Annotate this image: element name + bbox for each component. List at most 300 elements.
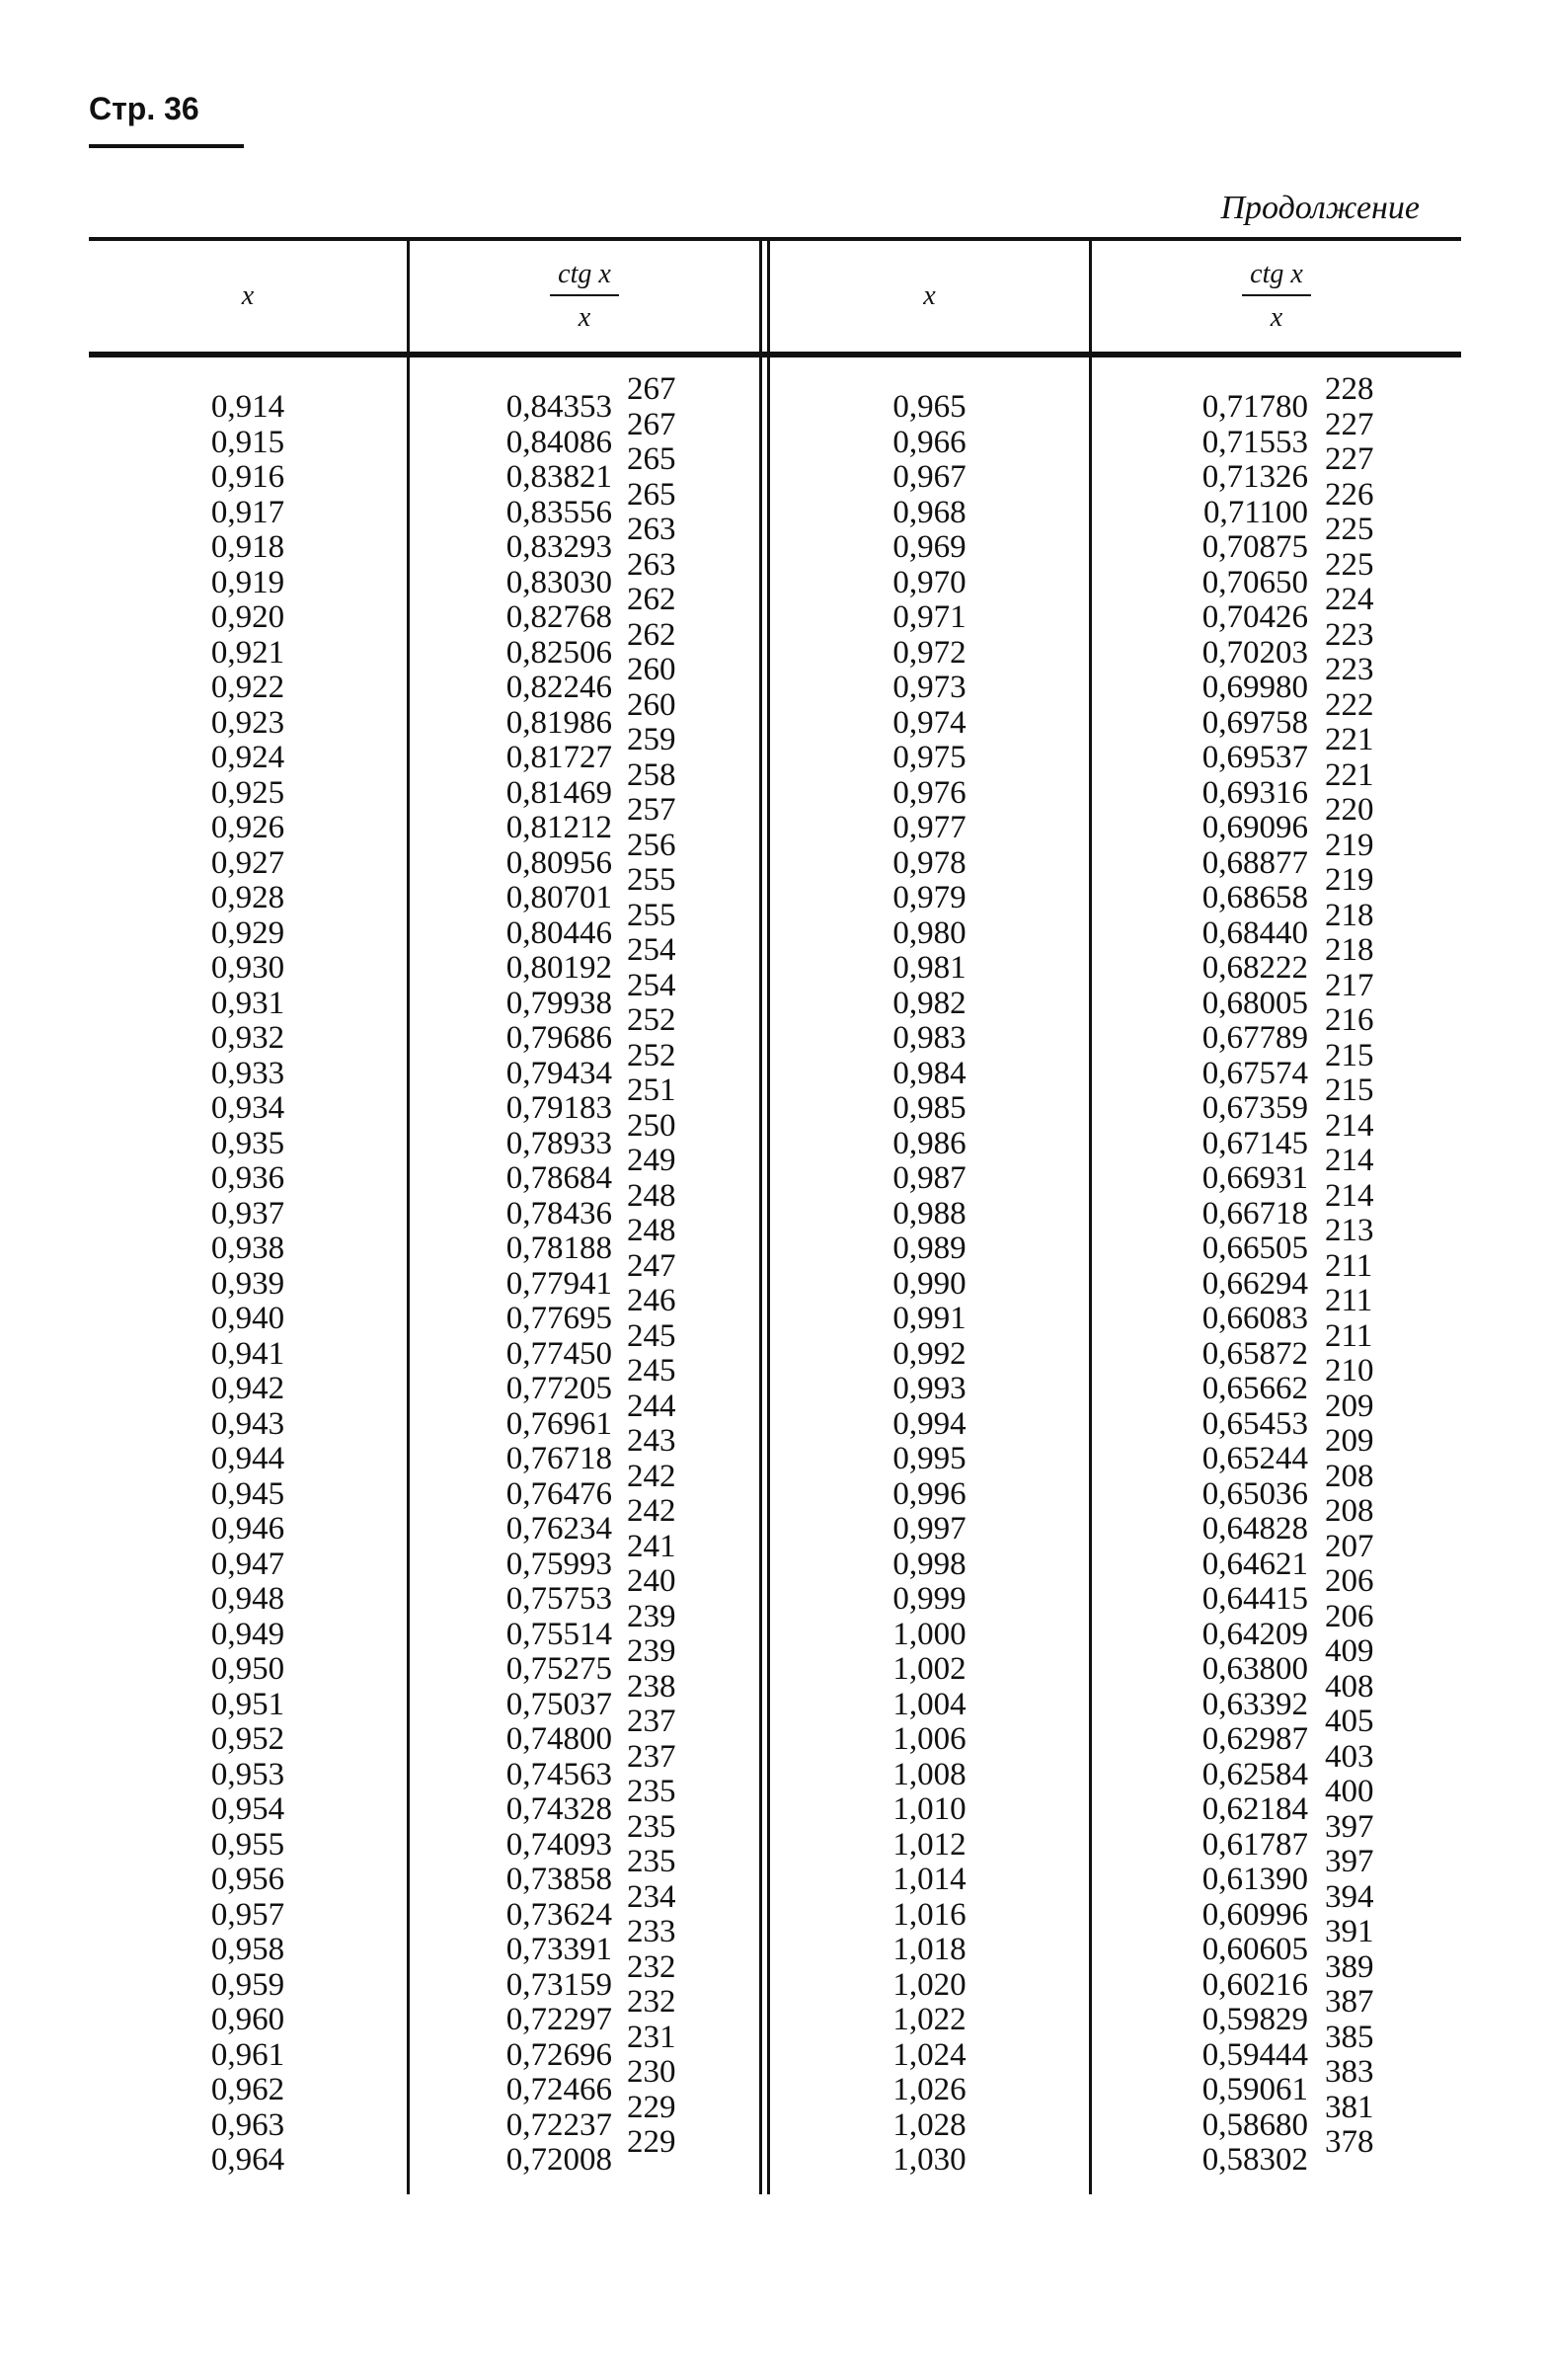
table-cell: 265 xyxy=(627,476,676,513)
table-cell: 0,66505 xyxy=(1201,1230,1308,1266)
table-cell: 0,72696 xyxy=(505,2036,612,2073)
table-cell: 0,950 xyxy=(210,1651,285,1687)
table-cell: 409 xyxy=(1325,1633,1374,1669)
table-cell: 0,937 xyxy=(210,1195,285,1231)
table-cell: 218 xyxy=(1325,897,1374,933)
table-cell: 240 xyxy=(627,1563,676,1599)
table-cell: 0,967 xyxy=(892,459,967,495)
table-cell: 0,997 xyxy=(892,1511,967,1547)
table-cell: 0,966 xyxy=(892,424,967,460)
table-cell: 0,83293 xyxy=(505,529,612,565)
table-cell: 245 xyxy=(627,1317,676,1354)
table-cell: 0,996 xyxy=(892,1475,967,1512)
table-cell: 0,942 xyxy=(210,1371,285,1406)
table-cell: 0,919 xyxy=(210,564,285,600)
table-cell: 0,59444 xyxy=(1201,2036,1308,2073)
table-cell: 0,66931 xyxy=(1201,1160,1308,1196)
table-cell: 0,69980 xyxy=(1201,670,1308,705)
table-cell: 1,002 xyxy=(892,1651,967,1687)
table-cell: 0,969 xyxy=(892,529,967,565)
table-cell: 1,000 xyxy=(892,1616,967,1652)
table-cell: 0,70203 xyxy=(1201,634,1308,671)
table-cell: 239 xyxy=(627,1633,676,1669)
table-cell: 220 xyxy=(1325,792,1374,828)
table-cell: 0,928 xyxy=(210,880,285,915)
table-cell: 0,68877 xyxy=(1201,844,1308,881)
table-cell: 0,926 xyxy=(210,810,285,845)
table-cell: 260 xyxy=(627,686,676,723)
table-cell: 221 xyxy=(1325,722,1374,757)
fraction-numerator: ctg x xyxy=(1242,261,1311,296)
table-cell: 0,995 xyxy=(892,1441,967,1476)
page-number: Стр. 36 xyxy=(89,91,199,126)
table-cell: 0,71553 xyxy=(1201,424,1308,460)
table-cell: 0,72008 xyxy=(505,2142,612,2178)
table-cell: 227 xyxy=(1325,406,1374,442)
table-cell: 0,64209 xyxy=(1201,1616,1308,1652)
table-cell: 0,925 xyxy=(210,774,285,811)
table-cell: 1,020 xyxy=(892,1966,967,2003)
table-cell: 222 xyxy=(1325,686,1374,723)
table-cell: 0,59061 xyxy=(1201,2072,1308,2107)
table-cell: 219 xyxy=(1325,827,1374,863)
table-cell: 0,75514 xyxy=(505,1616,612,1652)
table-cell: 1,024 xyxy=(892,2036,967,2073)
table-cell: 387 xyxy=(1325,1984,1374,2020)
table-cell: 1,022 xyxy=(892,2002,967,2037)
table-cell: 230 xyxy=(627,2054,676,2090)
table-cell: 248 xyxy=(627,1213,676,1248)
table-cell: 0,77695 xyxy=(505,1301,612,1336)
table-cell: 255 xyxy=(627,862,676,898)
table-cell: 381 xyxy=(1325,2089,1374,2125)
table-cell: 235 xyxy=(627,1844,676,1879)
table-cell: 0,81469 xyxy=(505,774,612,811)
table-cell: 0,914 xyxy=(210,389,285,425)
table-cell: 265 xyxy=(627,441,676,477)
table-cell: 248 xyxy=(627,1177,676,1214)
table-cell: 0,922 xyxy=(210,670,285,705)
table-cell: 0,68440 xyxy=(1201,914,1308,951)
header-function-right xyxy=(1092,241,1461,352)
table-cell: 0,84086 xyxy=(505,424,612,460)
table-cell: 0,75037 xyxy=(505,1686,612,1722)
table-cell: 0,956 xyxy=(210,1862,285,1897)
table-cell: 0,973 xyxy=(892,670,967,705)
table-cell: 249 xyxy=(627,1143,676,1178)
table-cell: 0,81212 xyxy=(505,810,612,845)
table-cell: 1,014 xyxy=(892,1862,967,1897)
table-cell: 0,981 xyxy=(892,950,967,986)
table-cell: 0,74093 xyxy=(505,1826,612,1863)
table-cell: 0,933 xyxy=(210,1055,285,1091)
table-cell: 232 xyxy=(627,1948,676,1985)
table-cell: 208 xyxy=(1325,1458,1374,1494)
table-cell: 1,008 xyxy=(892,1756,967,1792)
table-cell: 0,930 xyxy=(210,950,285,986)
table-cell: 1,028 xyxy=(892,2106,967,2143)
table-cell: 207 xyxy=(1325,1528,1374,1564)
table-cell: 233 xyxy=(627,1914,676,1949)
table-cell: 0,63800 xyxy=(1201,1651,1308,1687)
table-cell: 0,955 xyxy=(210,1826,285,1863)
table-cell: 227 xyxy=(1325,441,1374,477)
table-cell: 1,012 xyxy=(892,1826,967,1863)
table-cell: 267 xyxy=(627,371,676,407)
table-cell: 0,69096 xyxy=(1201,810,1308,845)
table-cell: 0,79938 xyxy=(505,985,612,1021)
table-cell: 0,984 xyxy=(892,1055,967,1091)
table-cell: 262 xyxy=(627,582,676,617)
table-cell: 0,83030 xyxy=(505,564,612,600)
table-cell: 0,976 xyxy=(892,774,967,811)
table-cell: 0,81986 xyxy=(505,704,612,741)
table-cell: 0,84353 xyxy=(505,389,612,425)
table-cell: 252 xyxy=(627,1037,676,1073)
table-cell: 0,80701 xyxy=(505,880,612,915)
table-cell: 0,960 xyxy=(210,2002,285,2037)
table-cell: 0,70650 xyxy=(1201,564,1308,600)
table-cell: 0,72297 xyxy=(505,2002,612,2037)
table-cell: 225 xyxy=(1325,546,1374,583)
table-cell: 255 xyxy=(627,897,676,933)
table-cell: 0,982 xyxy=(892,985,967,1021)
table-cell: 0,971 xyxy=(892,599,967,635)
fraction xyxy=(1242,261,1311,332)
value-column-right xyxy=(1096,390,1308,2179)
table-cell: 211 xyxy=(1325,1247,1373,1284)
difference-column-right xyxy=(1325,372,1404,2161)
table-cell: 397 xyxy=(1325,1808,1374,1845)
table-cell: 209 xyxy=(1325,1388,1374,1424)
table-cell: 0,999 xyxy=(892,1581,967,1617)
table-cell: 0,994 xyxy=(892,1405,967,1442)
table-cell: 1,010 xyxy=(892,1791,967,1827)
table-cell: 0,947 xyxy=(210,1546,285,1582)
table-cell: 0,64828 xyxy=(1201,1511,1308,1547)
x-column-left xyxy=(89,390,407,2179)
table-cell: 0,944 xyxy=(210,1441,285,1476)
table-cell: 229 xyxy=(627,2089,676,2125)
table-cell: 0,965 xyxy=(892,389,967,425)
table-cell: 0,80956 xyxy=(505,844,612,881)
table-cell: 0,78188 xyxy=(505,1230,612,1266)
table-cell: 219 xyxy=(1325,862,1374,898)
table-cell: 206 xyxy=(1325,1598,1374,1634)
fraction xyxy=(550,261,619,332)
table-cell: 0,82246 xyxy=(505,670,612,705)
table-cell: 217 xyxy=(1325,967,1374,1003)
table-cell: 391 xyxy=(1325,1914,1374,1949)
fraction-denominator: x xyxy=(1270,302,1283,333)
table-cell: 0,938 xyxy=(210,1230,285,1266)
table-cell: 0,82506 xyxy=(505,634,612,671)
table-cell: 0,987 xyxy=(892,1160,967,1196)
table-cell: 0,64621 xyxy=(1201,1546,1308,1582)
center-double-divider xyxy=(759,241,762,2194)
table-cell: 267 xyxy=(627,406,676,442)
table-cell: 0,934 xyxy=(210,1090,285,1126)
table-cell: 223 xyxy=(1325,652,1374,687)
table-cell: 0,72237 xyxy=(505,2106,612,2143)
page-number-underline xyxy=(89,144,244,148)
table-cell: 0,62184 xyxy=(1201,1791,1308,1827)
table-cell: 0,957 xyxy=(210,1896,285,1933)
table-cell: 0,968 xyxy=(892,494,967,530)
table-cell: 206 xyxy=(1325,1563,1374,1599)
table-cell: 251 xyxy=(627,1072,676,1108)
table-cell: 260 xyxy=(627,652,676,687)
table-cell: 0,998 xyxy=(892,1546,967,1582)
table-header-rule xyxy=(89,352,1461,357)
table-cell: 0,954 xyxy=(210,1791,285,1827)
table-cell: 262 xyxy=(627,616,676,653)
table-cell: 252 xyxy=(627,1002,676,1038)
table-cell: 0,923 xyxy=(210,704,285,741)
table-cell: 242 xyxy=(627,1458,676,1494)
table-cell: 0,82768 xyxy=(505,599,612,635)
table-cell: 0,992 xyxy=(892,1335,967,1372)
header-x-label: x xyxy=(241,280,255,311)
table-cell: 0,61787 xyxy=(1201,1826,1308,1863)
table-cell: 223 xyxy=(1325,616,1374,653)
table-cell: 221 xyxy=(1325,756,1374,793)
table-cell: 383 xyxy=(1325,2054,1374,2090)
table-cell: 0,945 xyxy=(210,1475,285,1512)
table-cell: 218 xyxy=(1325,932,1374,968)
table-cell: 0,948 xyxy=(210,1581,285,1617)
table-cell: 389 xyxy=(1325,1948,1374,1985)
table-cell: 0,65453 xyxy=(1201,1405,1308,1442)
table-cell: 1,030 xyxy=(892,2142,967,2178)
table-cell: 0,79686 xyxy=(505,1020,612,1056)
table-cell: 0,985 xyxy=(892,1090,967,1126)
table-cell: 0,67789 xyxy=(1201,1020,1308,1056)
table-cell: 237 xyxy=(627,1738,676,1775)
table-cell: 242 xyxy=(627,1493,676,1529)
table-cell: 0,71100 xyxy=(1202,494,1308,530)
table-cell: 0,936 xyxy=(210,1160,285,1196)
table-cell: 0,80446 xyxy=(505,914,612,951)
table-cell: 0,81727 xyxy=(505,740,612,775)
table-cell: 0,73858 xyxy=(505,1862,612,1897)
table-cell: 243 xyxy=(627,1423,676,1459)
table-cell: 0,67574 xyxy=(1201,1055,1308,1091)
table-cell: 247 xyxy=(627,1247,676,1284)
table-cell: 0,921 xyxy=(210,634,285,671)
table-cell: 1,026 xyxy=(892,2072,967,2107)
table-cell: 0,60605 xyxy=(1201,1932,1308,1967)
table-cell: 246 xyxy=(627,1283,676,1318)
header-x-left xyxy=(89,241,407,352)
table-cell: 0,941 xyxy=(210,1335,285,1372)
table-cell: 0,79434 xyxy=(505,1055,612,1091)
table-cell: 0,62987 xyxy=(1201,1721,1308,1757)
table-cell: 0,69537 xyxy=(1201,740,1308,775)
table-cell: 258 xyxy=(627,756,676,793)
table-cell: 0,76718 xyxy=(505,1441,612,1476)
table-cell: 0,73624 xyxy=(505,1896,612,1933)
table-cell: 0,68222 xyxy=(1201,950,1308,986)
table-cell: 0,76961 xyxy=(505,1405,612,1442)
fraction-numerator: ctg x xyxy=(550,261,619,296)
table-cell: 213 xyxy=(1325,1213,1374,1248)
table-cell: 0,83556 xyxy=(505,494,612,530)
table-cell: 0,991 xyxy=(892,1301,967,1336)
table-cell: 0,993 xyxy=(892,1371,967,1406)
table-cell: 235 xyxy=(627,1808,676,1845)
table-cell: 0,74563 xyxy=(505,1756,612,1792)
table-cell: 214 xyxy=(1325,1143,1374,1178)
difference-column-left xyxy=(627,372,706,2161)
column-divider xyxy=(407,357,410,2194)
table-cell: 238 xyxy=(627,1668,676,1705)
table-cell: 254 xyxy=(627,932,676,968)
table-cell: 0,943 xyxy=(210,1405,285,1442)
table-cell: 0,946 xyxy=(210,1511,285,1547)
table-cell: 0,920 xyxy=(210,599,285,635)
table-cell: 0,68658 xyxy=(1201,880,1308,915)
table-cell: 0,64415 xyxy=(1201,1581,1308,1617)
table-cell: 244 xyxy=(627,1388,676,1424)
table-cell: 0,65662 xyxy=(1201,1371,1308,1406)
table-cell: 250 xyxy=(627,1107,676,1144)
table-cell: 0,989 xyxy=(892,1230,967,1266)
table-cell: 0,69758 xyxy=(1201,704,1308,741)
table-cell: 0,927 xyxy=(210,844,285,881)
table-cell: 0,78436 xyxy=(505,1195,612,1231)
table-cell: 0,75753 xyxy=(505,1581,612,1617)
table-cell: 0,932 xyxy=(210,1020,285,1056)
table-cell: 0,75275 xyxy=(505,1651,612,1687)
header-x-label: x xyxy=(923,280,936,311)
table-cell: 210 xyxy=(1325,1353,1374,1388)
table-cell: 0,935 xyxy=(210,1125,285,1161)
table-cell: 0,979 xyxy=(892,880,967,915)
table-cell: 405 xyxy=(1325,1704,1374,1739)
table-cell: 0,80192 xyxy=(505,950,612,986)
table-cell: 0,69316 xyxy=(1201,774,1308,811)
header-x-right xyxy=(770,241,1089,352)
table-cell: 0,77205 xyxy=(505,1371,612,1406)
table-cell: 0,74328 xyxy=(505,1791,612,1827)
column-divider xyxy=(1089,357,1092,2194)
table-cell: 0,74800 xyxy=(505,1721,612,1757)
table-cell: 0,76476 xyxy=(505,1475,612,1512)
table-cell: 215 xyxy=(1325,1037,1374,1073)
table-cell: 0,68005 xyxy=(1201,985,1308,1021)
table-cell: 0,72466 xyxy=(505,2072,612,2107)
table-cell: 0,974 xyxy=(892,704,967,741)
table-cell: 0,918 xyxy=(210,529,285,565)
table-cell: 385 xyxy=(1325,2019,1374,2055)
table-cell: 408 xyxy=(1325,1668,1374,1705)
table-cell: 0,62584 xyxy=(1201,1756,1308,1792)
fraction-denominator: x xyxy=(578,302,591,333)
table-cell: 0,61390 xyxy=(1201,1862,1308,1897)
table-cell: 400 xyxy=(1325,1774,1374,1809)
table-cell: 0,71326 xyxy=(1201,459,1308,495)
continuation-label: Продолжение xyxy=(1220,190,1420,226)
table-cell: 0,977 xyxy=(892,810,967,845)
table-cell: 1,006 xyxy=(892,1721,967,1757)
table-cell: 0,60996 xyxy=(1201,1896,1308,1933)
table-cell: 0,980 xyxy=(892,914,967,951)
table-cell: 0,58302 xyxy=(1201,2142,1308,2178)
table-cell: 245 xyxy=(627,1353,676,1388)
table-cell: 0,78933 xyxy=(505,1125,612,1161)
table-cell: 211 xyxy=(1325,1283,1373,1318)
table-cell: 0,78684 xyxy=(505,1160,612,1196)
table-cell: 256 xyxy=(627,827,676,863)
table-cell: 0,952 xyxy=(210,1721,285,1757)
table-cell: 0,915 xyxy=(210,424,285,460)
table-cell: 228 xyxy=(1325,371,1374,407)
x-column-right xyxy=(770,390,1089,2179)
table-cell: 231 xyxy=(627,2019,676,2055)
table-cell: 0,67145 xyxy=(1201,1125,1308,1161)
table-cell: 0,916 xyxy=(210,459,285,495)
table-cell: 394 xyxy=(1325,1878,1374,1915)
table-cell: 0,73391 xyxy=(505,1932,612,1967)
table-cell: 225 xyxy=(1325,512,1374,547)
table-cell: 214 xyxy=(1325,1177,1374,1214)
table-cell: 0,958 xyxy=(210,1932,285,1967)
table-cell: 0,959 xyxy=(210,1966,285,2003)
table-cell: 0,76234 xyxy=(505,1511,612,1547)
table-cell: 0,983 xyxy=(892,1020,967,1056)
table-cell: 0,58680 xyxy=(1201,2106,1308,2143)
table-cell: 0,75993 xyxy=(505,1546,612,1582)
table-cell: 224 xyxy=(1325,582,1374,617)
table-cell: 0,931 xyxy=(210,985,285,1021)
table-cell: 0,917 xyxy=(210,494,285,530)
table-cell: 397 xyxy=(1325,1844,1374,1879)
table-cell: 0,71780 xyxy=(1201,389,1308,425)
table-cell: 0,929 xyxy=(210,914,285,951)
table-cell: 378 xyxy=(1325,2124,1374,2160)
table-cell: 216 xyxy=(1325,1002,1374,1038)
table-cell: 208 xyxy=(1325,1493,1374,1529)
table-cell: 234 xyxy=(627,1878,676,1915)
table-cell: 209 xyxy=(1325,1423,1374,1459)
table-cell: 0,63392 xyxy=(1201,1686,1308,1722)
table-cell: 226 xyxy=(1325,476,1374,513)
table-cell: 263 xyxy=(627,546,676,583)
table-cell: 0,970 xyxy=(892,564,967,600)
table-cell: 1,004 xyxy=(892,1686,967,1722)
table-cell: 0,66083 xyxy=(1201,1301,1308,1336)
table-cell: 0,65036 xyxy=(1201,1475,1308,1512)
table-cell: 0,975 xyxy=(892,740,967,775)
table-cell: 215 xyxy=(1325,1072,1374,1108)
table-cell: 241 xyxy=(627,1528,676,1564)
table-cell: 214 xyxy=(1325,1107,1374,1144)
table-cell: 0,964 xyxy=(210,2142,285,2178)
table-cell: 0,990 xyxy=(892,1265,967,1302)
table-cell: 263 xyxy=(627,512,676,547)
table-cell: 0,961 xyxy=(210,2036,285,2073)
table-cell: 0,66718 xyxy=(1201,1195,1308,1231)
table-cell: 237 xyxy=(627,1704,676,1739)
table-cell: 0,962 xyxy=(210,2072,285,2107)
table-cell: 0,939 xyxy=(210,1265,285,1302)
table-cell: 0,953 xyxy=(210,1756,285,1792)
table-cell: 235 xyxy=(627,1774,676,1809)
table-cell: 254 xyxy=(627,967,676,1003)
table-cell: 0,988 xyxy=(892,1195,967,1231)
table-cell: 0,67359 xyxy=(1201,1090,1308,1126)
